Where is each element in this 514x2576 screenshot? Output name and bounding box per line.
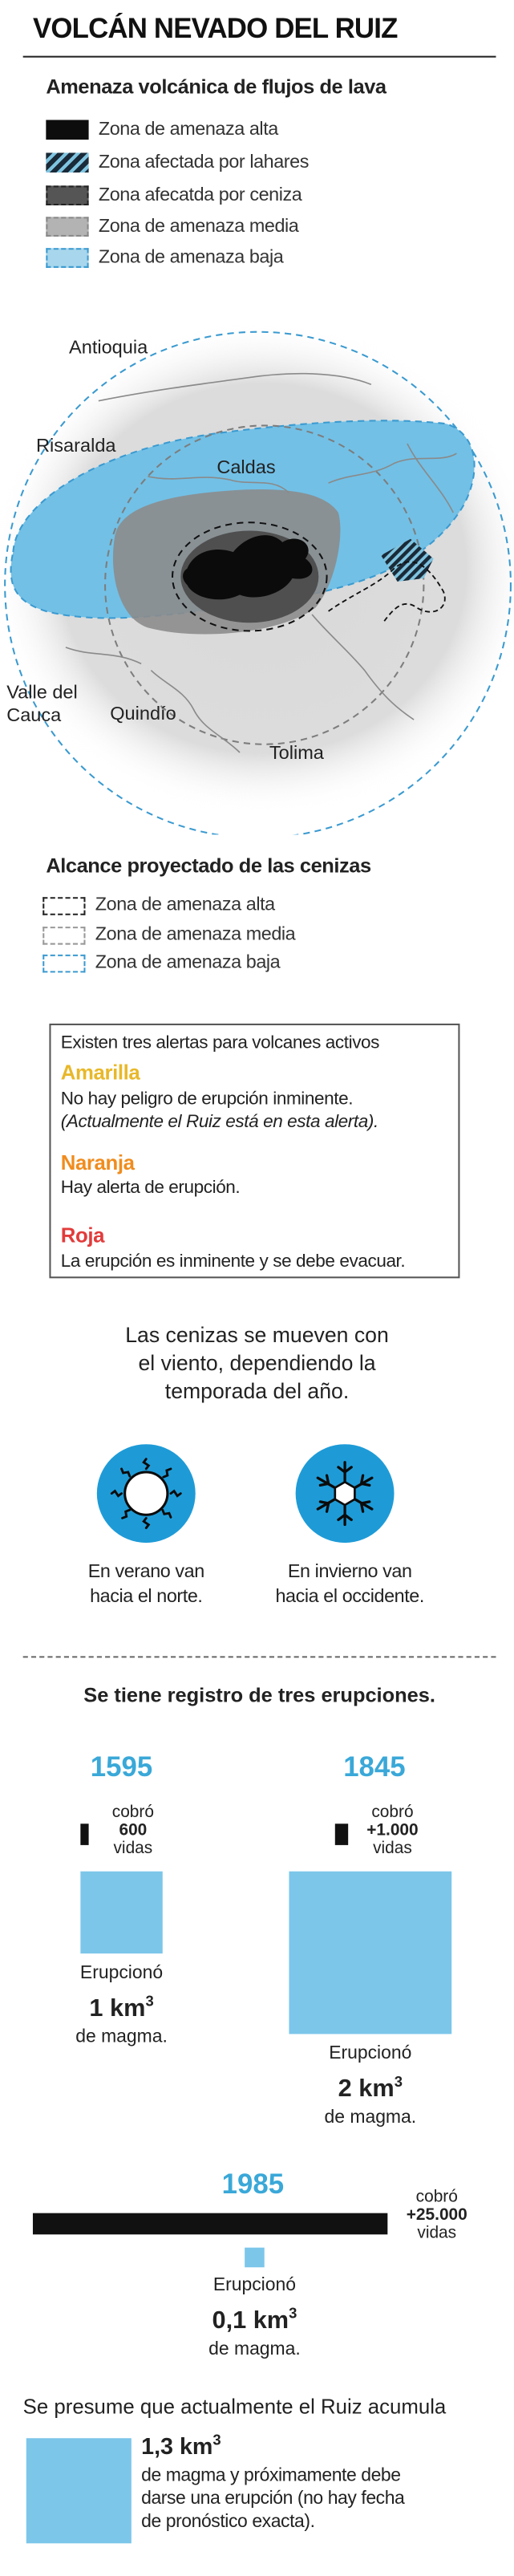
eruption-year-1845: 1845 bbox=[343, 1751, 406, 1783]
deaths-bar-1985 bbox=[33, 2213, 387, 2235]
magma-square-1595 bbox=[80, 1872, 162, 1953]
erupted-label: Erupcionó bbox=[212, 2275, 297, 2296]
hazard-map bbox=[0, 306, 514, 834]
magma-exponent: 3 bbox=[145, 1993, 154, 2010]
page-title: VOLCÁN NEVADO DEL RUIZ bbox=[32, 13, 398, 45]
alert-red-title: Roja bbox=[60, 1223, 105, 1247]
label-tolima: Tolima bbox=[269, 742, 324, 764]
label-risaralda: Risaralda bbox=[36, 435, 116, 456]
winter-line: hacia el occidente. bbox=[275, 1587, 424, 1607]
ash-swatch-low bbox=[42, 954, 85, 972]
legend-label: Zona de amenaza alta bbox=[98, 120, 278, 140]
ash-section-title: Alcance proyectado de las cenizas bbox=[46, 854, 371, 878]
current-intro: Se presume que actualmente el Ruiz acumula bbox=[22, 2395, 447, 2419]
current-description bbox=[141, 2464, 486, 2533]
ash-swatch-high bbox=[42, 896, 85, 915]
wind-description bbox=[66, 1321, 448, 1405]
legend-label: Zona de amenaza baja bbox=[98, 248, 284, 268]
alert-yellow-title: Amarilla bbox=[60, 1061, 140, 1085]
sun-icon bbox=[95, 1442, 197, 1544]
legend-item-low bbox=[46, 246, 283, 270]
deaths-1985 bbox=[391, 2189, 483, 2243]
magma-exponent: 3 bbox=[289, 2305, 297, 2322]
alert-yellow-line1: No hay peligro de erupción inminente. bbox=[60, 1089, 354, 1110]
deaths-value: +25.000 bbox=[406, 2206, 467, 2225]
current-magma-amount bbox=[141, 2432, 221, 2459]
legend-item-ash bbox=[46, 184, 302, 207]
magma-caption-1985 bbox=[172, 2274, 337, 2361]
title-divider bbox=[23, 56, 496, 58]
deaths-bar-1595 bbox=[80, 1823, 88, 1845]
legend-label: Zona afecatda por ceniza bbox=[98, 185, 302, 205]
deaths-1845 bbox=[351, 1804, 433, 1859]
erupted-label: Erupcionó bbox=[79, 1963, 164, 1983]
magma-amount bbox=[289, 2065, 451, 2106]
deaths-unit: vidas bbox=[373, 1840, 412, 1859]
current-desc-line: de magma y próximamente debe bbox=[141, 2466, 401, 2486]
summer-line: hacia el norte. bbox=[90, 1587, 203, 1607]
ash-legend-high bbox=[42, 894, 275, 917]
deaths-value: +1.000 bbox=[366, 1822, 419, 1840]
snowflake-icon bbox=[294, 1442, 396, 1544]
deaths-unit: vidas bbox=[417, 2224, 457, 2243]
alert-red-line1: La erupción es inminente y se debe evacuar. bbox=[60, 1251, 406, 1272]
ash-legend-medium bbox=[42, 923, 295, 947]
legend-item-high bbox=[46, 118, 278, 141]
cobro-label: cobró bbox=[371, 1803, 414, 1823]
current-desc-line: de pronóstico exacta). bbox=[141, 2512, 315, 2532]
magma-unit: de magma. bbox=[208, 2339, 301, 2359]
magma-square-1985 bbox=[245, 2248, 265, 2268]
winter-caption bbox=[246, 1561, 453, 1610]
alerts-intro: Existen tres alertas para volcanes activos bbox=[60, 1033, 380, 1053]
alert-orange-line1: Hay alerta de erupción. bbox=[60, 1178, 241, 1198]
legend-label: Zona de amenaza baja bbox=[95, 952, 281, 973]
label-valle-line1: Valle del bbox=[6, 681, 78, 703]
deaths-bar-1845 bbox=[335, 1823, 348, 1845]
wind-line: Las cenizas se mueven con bbox=[125, 1322, 389, 1348]
magma-unit: de magma. bbox=[75, 2027, 168, 2047]
current-magma-value: 1,3 km bbox=[141, 2432, 213, 2460]
erupted-label: Erupcionó bbox=[329, 2043, 412, 2064]
deaths-1595 bbox=[95, 1804, 171, 1859]
legend-swatch-ash bbox=[46, 185, 88, 205]
lava-section-title: Amenaza volcánica de flujos de lava bbox=[46, 75, 387, 99]
eruption-year-1595: 1595 bbox=[90, 1751, 153, 1783]
eruption-year-1985: 1985 bbox=[221, 2168, 285, 2201]
magma-amount bbox=[172, 2297, 337, 2338]
magma-amount bbox=[39, 1985, 204, 2026]
deaths-value: 600 bbox=[119, 1822, 148, 1840]
magma-value: 1 km bbox=[89, 1994, 146, 2023]
legend-swatch-medium bbox=[46, 217, 88, 237]
magma-caption-1595 bbox=[39, 1961, 204, 2049]
cobro-label: cobró bbox=[111, 1803, 154, 1823]
label-quindio: Quindío bbox=[110, 703, 176, 724]
magma-square-1845 bbox=[289, 1872, 451, 2034]
cobro-label: cobró bbox=[415, 2188, 458, 2207]
legend-swatch-low bbox=[46, 248, 88, 268]
deaths-unit: vidas bbox=[113, 1840, 153, 1859]
legend-item-lahar bbox=[46, 151, 309, 174]
eruptions-title: Se tiene registro de tres erupciones. bbox=[83, 1684, 435, 1707]
alert-orange-title: Naranja bbox=[60, 1151, 135, 1175]
current-magma-square bbox=[26, 2438, 132, 2543]
legend-label: Zona de amenaza media bbox=[98, 217, 299, 237]
current-desc-line: darse una erupción (no hay fecha bbox=[141, 2489, 405, 2509]
winter-line: En invierno van bbox=[287, 1562, 412, 1583]
magma-unit: de magma. bbox=[324, 2107, 417, 2128]
summer-line: En verano van bbox=[87, 1562, 204, 1583]
alert-yellow-line2: (Actualmente el Ruiz está en esta alerta). bbox=[60, 1112, 378, 1133]
wind-line: temporada del año. bbox=[164, 1378, 350, 1403]
label-caldas: Caldas bbox=[217, 456, 276, 477]
label-valle-line2: Cauca bbox=[6, 704, 62, 726]
legend-swatch-high bbox=[46, 120, 88, 140]
magma-exponent: 3 bbox=[394, 2073, 403, 2091]
magma-caption-1845 bbox=[289, 2043, 451, 2130]
legend-label: Zona de amenaza media bbox=[95, 925, 296, 945]
label-antioquia: Antioquia bbox=[69, 336, 148, 358]
legend-label: Zona de amenaza alta bbox=[95, 895, 275, 915]
ash-swatch-medium bbox=[42, 926, 85, 944]
magma-value: 0,1 km bbox=[212, 2306, 289, 2335]
legend-item-medium bbox=[46, 215, 298, 238]
summer-caption bbox=[49, 1561, 243, 1610]
legend-swatch-lahar bbox=[46, 152, 88, 172]
legend-label: Zona afectada por lahares bbox=[98, 152, 309, 173]
section-divider bbox=[23, 1656, 496, 1657]
magma-value: 2 km bbox=[338, 2075, 395, 2103]
ash-legend-low bbox=[42, 951, 280, 975]
current-magma-exponent: 3 bbox=[212, 2432, 221, 2448]
wind-line: el viento, dependiendo la bbox=[138, 1350, 376, 1376]
